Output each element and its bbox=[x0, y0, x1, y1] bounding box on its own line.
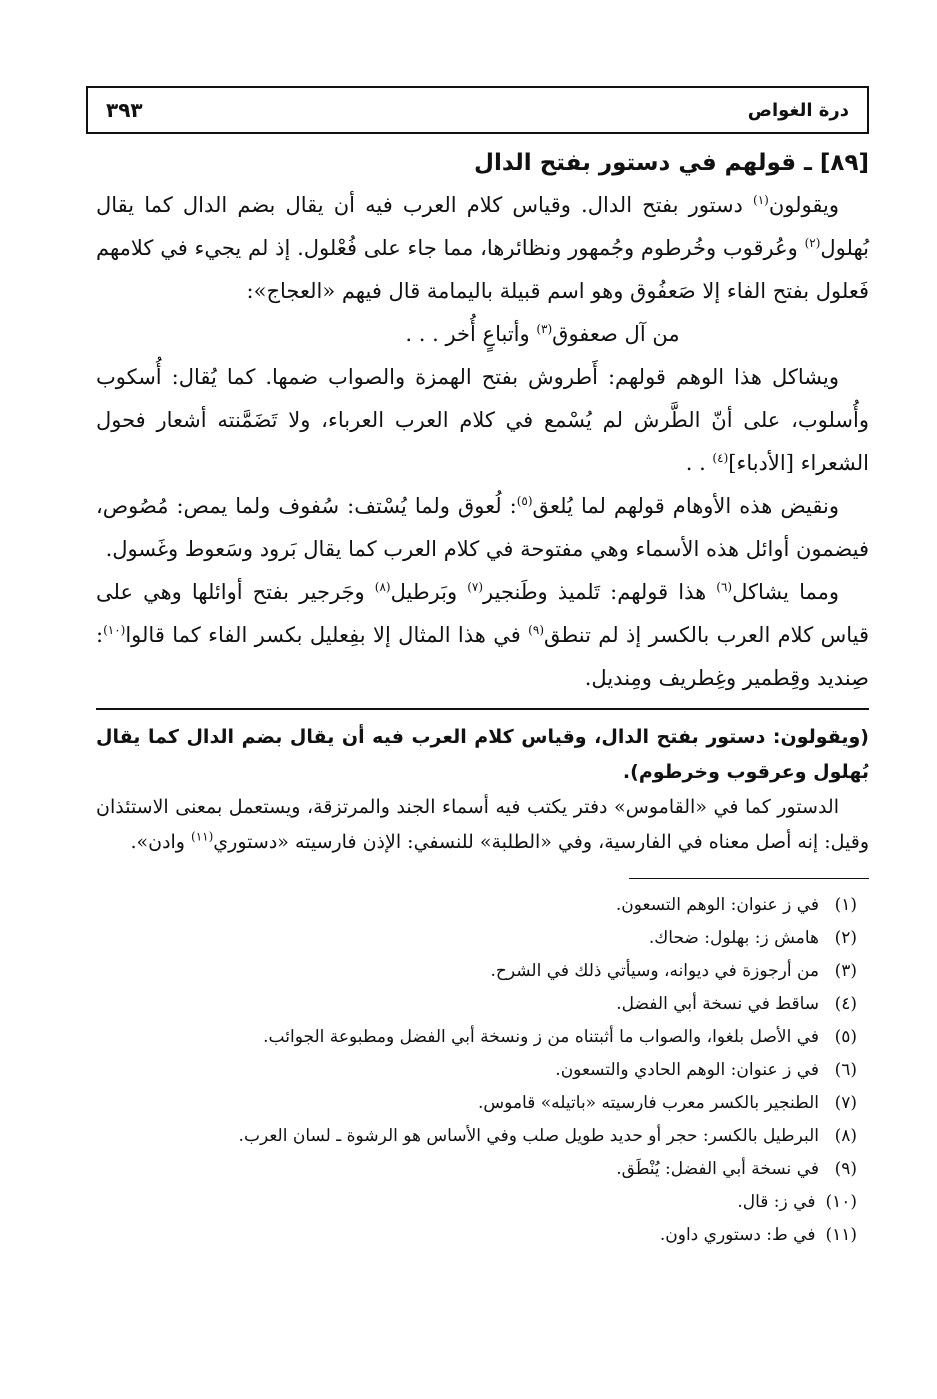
text-run: من آل صعفوق bbox=[552, 322, 680, 346]
footnote-text: في نسخة أبي الفضل: يُنْطَق. bbox=[616, 1159, 819, 1179]
footnote-number: (١٠) bbox=[825, 1192, 857, 1212]
paragraph-3 bbox=[96, 485, 869, 571]
footnote-text: هامش ز: بهلول: ضحاك. bbox=[648, 928, 819, 948]
footnote-text: ساقط في نسخة أبي الفضل. bbox=[616, 994, 819, 1014]
text-run: وجَرجير بفتح أوائلها وهي على قياس كلام العرب بالكسر إذ لم تنطق bbox=[96, 580, 869, 647]
footnote-text: في ز: قال. bbox=[737, 1192, 816, 1212]
footnote-text: في ز عنوان: الوهم التسعون. bbox=[615, 895, 819, 915]
verse-line bbox=[96, 313, 869, 356]
running-header bbox=[86, 86, 869, 134]
footnote-divider bbox=[629, 878, 869, 879]
footnote-ref: (٦) bbox=[716, 580, 733, 594]
main-text bbox=[96, 150, 869, 1252]
footnotes-list bbox=[96, 889, 869, 1252]
footnote-text: في ز عنوان: الوهم الحادي والتسعون. bbox=[555, 1060, 819, 1080]
text-run: دستور بفتح الدال. وقياس كلام العرب فيه أن يقال بضم الدال كما يقال بُهلول bbox=[96, 193, 869, 260]
text-run: : لُعوق ولما يُسْتف: سُفوف ولما يمص: مُصُوص، فيضمون أوائل هذه الأسماء وهي مفتوحة في كلام العرب كما يقال بَرود وسَعوط وغَسول. bbox=[96, 494, 869, 561]
footnote-number: (١١) bbox=[825, 1225, 857, 1245]
commentary-lead: (ويقولون: دستور بفتح الدال، وقياس كلام العرب فيه أن يقال بضم الدال كما يقال بُهلول وعرقوب وخرطوم). bbox=[96, 726, 869, 783]
footnote-ref: (٤) bbox=[712, 451, 729, 465]
footnote-ref: (٢) bbox=[804, 236, 821, 250]
footnote-ref: (٨) bbox=[374, 580, 391, 594]
footnote-item bbox=[96, 1219, 857, 1252]
footnote-item bbox=[96, 1153, 857, 1186]
text-run: وبَرطيل bbox=[390, 580, 468, 604]
footnote-ref: (١٠) bbox=[103, 623, 126, 637]
footnote-number: (٧) bbox=[834, 1093, 857, 1113]
footnote-number: (٢) bbox=[834, 928, 857, 948]
footnote-item bbox=[96, 922, 857, 955]
section-heading: [٨٩] ـ قولهم في دستور بفتح الدال bbox=[474, 150, 869, 176]
paragraph-2 bbox=[96, 356, 869, 485]
book-title: درة الغواص bbox=[747, 99, 849, 121]
footnote-text: في ط: دستوري داون. bbox=[659, 1225, 816, 1245]
footnote-text: من أرجوزة في ديوانه، وسيأتي ذلك في الشرح. bbox=[490, 961, 819, 981]
commentary-divider bbox=[96, 708, 869, 710]
footnote-ref: (٧) bbox=[467, 580, 484, 594]
footnote-number: (٩) bbox=[834, 1159, 857, 1179]
text-run: ومما يشاكل bbox=[732, 580, 839, 604]
footnote-ref: (١١) bbox=[191, 829, 214, 844]
footnote-item bbox=[96, 889, 857, 922]
footnote-item bbox=[96, 1021, 857, 1054]
paragraph-1 bbox=[96, 184, 869, 313]
text-run: الدستور كما في «القاموس» دفتر يكتب فيه أسماء الجند والمرتزقة، ويستعمل بمعنى الاستئذان وقيل: إنه أصل معناه في الفارسية، وفي «الطلبة» للنسفي: الإذن فارسيته «دستوري bbox=[96, 796, 869, 853]
footnote-ref: (٥) bbox=[516, 494, 533, 508]
footnote-number: (٣) bbox=[834, 961, 857, 981]
text-run: . . bbox=[685, 451, 713, 475]
footnote-ref: (٩) bbox=[528, 623, 544, 637]
footnote-number: (٤) bbox=[834, 994, 857, 1014]
text-run: ويقولون bbox=[768, 193, 839, 217]
footnote-item bbox=[96, 1186, 857, 1219]
footnote-number: (٥) bbox=[834, 1027, 857, 1047]
footnote-number: (٨) bbox=[834, 1126, 857, 1146]
paragraph-4 bbox=[96, 571, 869, 700]
footnote-item bbox=[96, 1054, 857, 1087]
text-run: هذا قولهم: تَلميذ وطَنجير bbox=[483, 580, 717, 604]
footnote-text: البرطيل بالكسر: حجر أو حديد طويل صلب وفي الأساس هو الرشوة ـ لسان العرب. bbox=[238, 1126, 819, 1146]
footnote-item bbox=[96, 1120, 857, 1153]
footnote-item bbox=[96, 955, 857, 988]
text-run: في هذا المثال إلا بفِعليل بكسر الفاء كما قالوا bbox=[125, 623, 529, 647]
footnote-text: الطنجير بالكسر معرب فارسيته «باتيله» قاموس. bbox=[478, 1093, 819, 1113]
footnote-item bbox=[96, 1087, 857, 1120]
footnote-ref: (١) bbox=[753, 193, 769, 207]
footnote-ref: (٣) bbox=[536, 322, 553, 336]
text-run: : صِنديد وقِطمير وغِطريف ومِنديل. bbox=[96, 623, 869, 690]
text-run: وعُرقوب وخُرطوم وجُمهور ونظائرها، مما جاء على فُعْلول. إذ لم يجيء في كلامهم فَعلول بفتح الفاء إلا صَعفُوق وهو اسم قبيلة باليمامة قال فيهم «العجاج»: bbox=[96, 236, 869, 303]
text-run: وادن». bbox=[130, 831, 192, 853]
footnote-number: (٦) bbox=[834, 1060, 857, 1080]
footnote-text: في الأصل بلغوا، والصواب ما أثبتناه من ز ونسخة أبي الفضل ومطبوعة الجوائب. bbox=[263, 1027, 819, 1047]
commentary-section bbox=[96, 720, 869, 860]
page-number: ٣٩٣ bbox=[106, 98, 143, 122]
footnote-item bbox=[96, 988, 857, 1021]
footnote-number: (١) bbox=[834, 895, 857, 915]
commentary-body bbox=[96, 790, 869, 860]
text-run: ونقيض هذه الأوهام قولهم لما يُلعق bbox=[532, 494, 839, 518]
text-run: وأتباعٍ أُخر . . . bbox=[405, 322, 537, 346]
text-run: ويشاكل هذا الوهم قولهم: أَطروش بفتح الهمزة والصواب ضمها. كما يُقال: أُسكوب وأُسلوب، على أنّ الطَّرش لم يُسْمع في كلام العرب العرباء، ولا تَضَمَّنته أشعار فحول الشعراء [الأدباء] bbox=[96, 365, 869, 475]
